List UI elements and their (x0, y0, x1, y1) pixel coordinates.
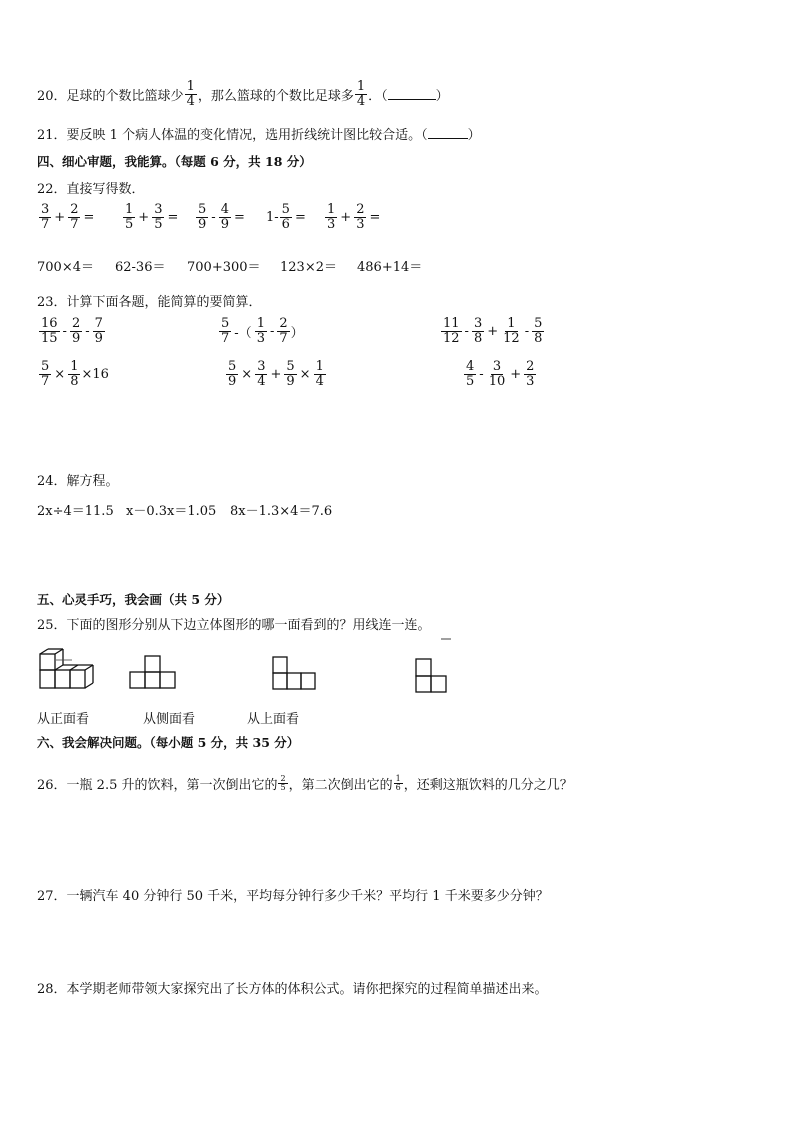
q25-label-top: 从上面看 (247, 712, 300, 727)
q22-int-5: 486+14＝ (357, 260, 423, 275)
q22-fraction-item-2: $\frac{1}{5}$ + $\frac{3}{5}$ = (125, 202, 179, 232)
q26-fraction-2: $\frac{1}{6}$ (395, 773, 401, 792)
q25-view-figure-2 (272, 656, 320, 692)
q25-label-side: 从侧面看 (143, 712, 196, 727)
question-20 (37, 80, 449, 108)
q20-fraction-2: $\frac{1}{4}$ (356, 79, 366, 109)
q22-fraction-item-1: $\frac{3}{7}$ + $\frac{2}{7}$ = (41, 202, 95, 232)
q23-expression-3: $\frac{11}{12}$ - $\frac{3}{8}$ + $\frac{1}{12}$ - $\frac{5}{8}$ (443, 316, 543, 346)
q26-text-2: ，第二次倒出它的 (288, 778, 393, 793)
q25-view-figure-1 (129, 655, 179, 691)
q26-text-3: ，还剩这瓶饮料的几分之几？ (403, 778, 573, 793)
question-25-title: 25．下面的图形分别从下边立体图形的哪一面看到的？用线连一连。 (37, 618, 431, 633)
q20-text-4: ） (435, 88, 449, 104)
q20-text-2: ，那么篮球的个数比足球多 (197, 88, 354, 104)
q23-expression-5: $\frac{5}{9}$ × $\frac{3}{4}$ + $\frac{5}{9}$ × $\frac{1}{4}$ (228, 359, 324, 389)
section-6-heading: 六、我会解决问题。（每小题 5 分，共 35 分） (37, 735, 300, 750)
q20-fraction-1: $\frac{1}{4}$ (186, 79, 195, 109)
q22-int-4: 123×2＝ (280, 260, 337, 275)
q23-expression-4: $\frac{5}{7}$ × $\frac{1}{8}$ ×16 (41, 359, 109, 389)
section-5-heading: 五、心灵手巧，我会画（共 5 分） (37, 592, 230, 607)
q20-text-3: ．（ (368, 88, 388, 104)
q24-equation-1: 2x÷4＝11.5 (37, 504, 114, 519)
question-21 (37, 124, 481, 143)
q22-fraction-item-4: 1- $\frac{5}{6}$ = (266, 202, 306, 232)
question-26 (37, 774, 573, 793)
q25-label-front: 从正面看 (37, 712, 90, 727)
section-4-heading: 四、细心审题，我能算。（每题 6 分，共 18 分） (37, 154, 312, 169)
q26-fraction-1: $\frac{2}{5}$ (280, 773, 286, 792)
q23-expression-6: $\frac{4}{5}$ - $\frac{3}{10}$ + $\frac{2}{3}$ (466, 359, 535, 389)
question-28: 28．本学期老师带领大家探究出了长方体的体积公式。请你把探究的过程简单描述出来。 (37, 982, 548, 997)
q25-solid-figure (38, 648, 102, 692)
q23-expression-2: $\frac{5}{7}$ -（ $\frac{1}{3}$ - $\frac{2}{7}$ ） (221, 316, 304, 346)
q22-int-1: 700×4＝ (37, 260, 94, 275)
question-22-title: 22．直接写得数． (37, 182, 145, 197)
question-24-title: 24．解方程。 (37, 474, 119, 489)
q26-text-1: 26．一瓶 2.5 升的饮料，第一次倒出它的 (37, 778, 278, 793)
q22-fraction-item-5: $\frac{1}{3}$ + $\frac{2}{3}$ = (327, 202, 381, 232)
q23-expression-1: $\frac{16}{15}$ - $\frac{2}{9}$ - $\frac{7}{9}$ (41, 316, 103, 346)
q22-int-2: 62-36＝ (115, 260, 166, 275)
q24-equation-2: x－0.3x＝1.05 (126, 504, 217, 519)
q25-view-figure-3 (415, 638, 455, 694)
q22-fraction-item-3: $\frac{5}{9}$ - $\frac{4}{9}$ = (198, 202, 245, 232)
q21-text: 21．要反映 1 个病人体温的变化情况，选用折线统计图比较合适。（ (37, 128, 428, 143)
q24-equation-3: 8x－1.3×4＝7.6 (230, 504, 333, 519)
q20-answer-blank[interactable] (388, 88, 436, 100)
q22-int-3: 700+300＝ (187, 260, 261, 275)
question-23-title: 23．计算下面各题，能简算的要简算． (37, 295, 262, 310)
question-27: 27．一辆汽车 40 分钟行 50 千米，平均每分钟行多少千米？平均行 1 千米要多少分钟？ (37, 889, 549, 904)
q21-answer-blank[interactable] (428, 127, 468, 139)
q21-end: ） (467, 128, 481, 143)
q20-text-1: 20．足球的个数比篮球少 (37, 88, 184, 104)
